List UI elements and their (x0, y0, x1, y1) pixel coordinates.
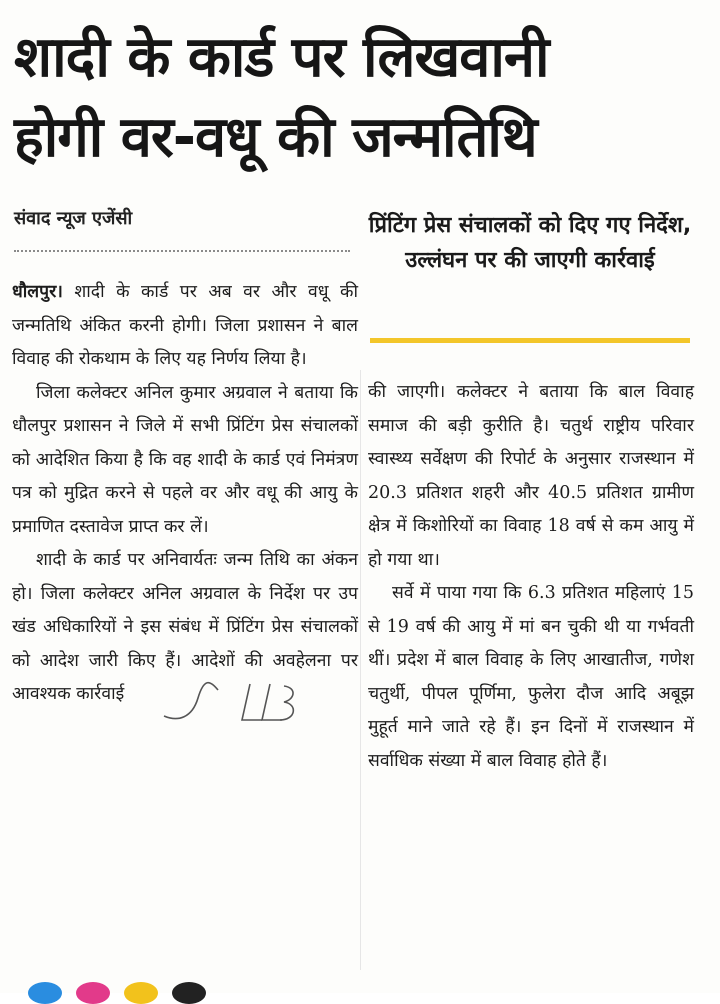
byline: संवाद न्यूज एजेंसी (14, 208, 133, 229)
subheadline-accent-rule (370, 338, 690, 343)
paragraph-survey: की जाएगी। कलेक्टर ने बताया कि बाल विवाह समाज की बड़ी कुरीति है। चतुर्थ राष्ट्रीय परिवार स्वास्थ्य सर्वेक्षण की रिपोर्ट के अनुसार राजस्थान में 20.3 प्रतिशत शहरी और 40.5 प्रतिशत ग्रामीण क्षेत्र में किशोरियों का विवाह 18 वर्ष से कम आयु में हो गया था। (368, 382, 694, 570)
headline (14, 18, 704, 178)
blue-dot-icon (28, 982, 62, 1004)
black-dot-icon (172, 982, 206, 1004)
paragraph-lead-text: शादी के कार्ड पर अब वर और वधू की जन्मतिथि अंकित करनी होगी। जिला प्रशासन ने बाल विवाह की रोकथाम के लिए यह निर्णय लिया है। (12, 282, 358, 369)
byline-divider (14, 250, 350, 252)
paragraph-mandatory-dob: शादी के कार्ड पर अनिवार्यतः जन्म तिथि का अंकन हो। जिला कलेक्टर अनिल अग्रवाल के निर्देश पर उप खंड अधिकारियों ने इस संबंध में प्रिंटिंग प्रेस संचालकों को आदेश जारी किए हैं। आदेशों की अवहेलना पर आवश्यक कार्रवाई (12, 550, 358, 704)
article-column-right (368, 376, 694, 778)
headline-line-2: होगी वर-वधू की जन्मतिथि (14, 105, 537, 170)
column-separator (360, 370, 361, 970)
headline-line-1: शादी के कार्ड पर लिखवानी (14, 25, 549, 90)
yellow-dot-icon (124, 982, 158, 1004)
paragraph-collector: जिला कलेक्टर अनिल कुमार अग्रवाल ने बताया कि धौलपुर प्रशासन ने जिले में सभी प्रिंटिंग प्रेस संचालकों को आदेशित किया है कि वह शादी के कार्ड एवं निमंत्रण पत्र को मुद्रित करने से पहले वर और वधू की आयु के प्रमाणित दस्तावेज प्राप्त कर लें। (12, 382, 358, 537)
article-column-left (12, 276, 358, 712)
subheadline: प्रिंटिंग प्रेस संचालकों को दिए गए निर्देश, उल्लंघन पर की जाएगी कार्रवाई (368, 213, 692, 273)
bottom-color-dots (28, 982, 228, 993)
dateline: धौलपुर। (12, 282, 63, 302)
pink-dot-icon (76, 982, 110, 1004)
paragraph-lead (12, 276, 358, 377)
paragraph-muhurat: सर्वे में पाया गया कि 6.3 प्रतिशत महिलाएं 15 से 19 वर्ष की आयु में मां बन चुकी थी या गर्भवती थीं। प्रदेश में बाल विवाह के लिए आखातीज, गणेश चतुर्थी, पीपल पूर्णिमा, फुलेरा दौज आदि अबूझ मुहूर्त माने जाते रहे हैं। इन दिनों में राजस्थान में सर्वाधिक संख्या में बाल विवाह होते हैं। (368, 583, 694, 771)
